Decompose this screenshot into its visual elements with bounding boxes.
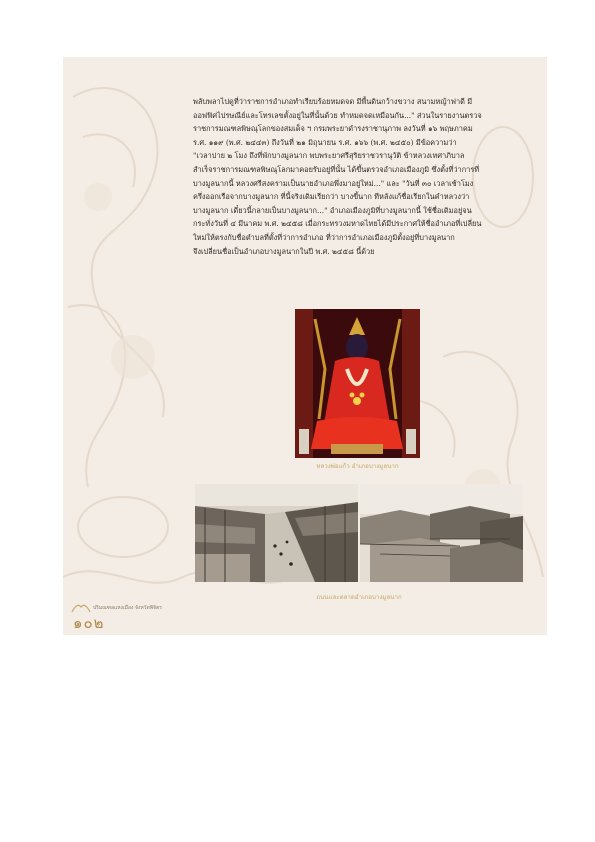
buddha-statue-photo bbox=[295, 309, 420, 458]
scanned-book-page bbox=[63, 57, 547, 635]
page-number: ๑๐๒ bbox=[73, 614, 105, 632]
body-line: จึงเปลี่ยนชื่อเป็นอำเภอบางมูลนากในปี พ.ศ. ๒๔๕๘ นี้ด้วย bbox=[193, 246, 375, 256]
body-line: ราชการมณฑลพิษณุโลกของสมเด็จ ฯ กรมพระยาดำรงราชานุภาพ ลงวันที่ ๑๖ พฤษภาคม bbox=[193, 124, 473, 134]
market-street-photo bbox=[195, 484, 358, 582]
body-line: "เวลาบ่าย ๒ โมง ถึงที่พักบางมูลนาก พบพระยาศรีสุริยราชวรานุวัติ ข้าหลวงเทศาภิบาล bbox=[193, 151, 465, 161]
body-line: ออฟฟิศไปรษณีย์และโทรเลขตั้งอยู่ในที่นั้นด้วย ทำหมดจดเหมือนกัน..." ส่วนในรายงานตรวจ bbox=[193, 110, 482, 120]
footer-book-title: ปริมณฑลแหงเมือง จังหวัดพิจิตร bbox=[93, 605, 162, 611]
body-line: พลับพลาไปดูที่ว่าราชการอำเภอทำเรียบร้อยหมดจด มีพื้นดินกว้างขวาง สนามหญ้าฟาดี มี bbox=[193, 97, 473, 106]
body-line: ครึ่งออกเรือจากบางมูลนาก ที่นี้จริงเดิมเรียกว่า บางขี้นาก ทีหลังแก้ชื่อเรียกในคำหลวงว่า bbox=[193, 192, 470, 202]
body-line: บางมูลนากนี้ หลวงศรีสงครามเป็นนายอำเภอพึ่งมาอยู่ใหม่..." และ "วันที่ ๓๐ เวลาเช้าโมง bbox=[193, 178, 474, 188]
body-paragraph bbox=[193, 95, 538, 258]
body-line: ร.ศ. ๑๑๙ (พ.ศ. ๒๔๔๓) ถึงวันที่ ๒๑ มิถุนายน ร.ศ. ๑๖๖ (พ.ศ. ๒๔๕๐) มีข้อความว่า bbox=[193, 137, 457, 147]
market-photo-caption: ถนนและตลาดอำเภอบางมูลนาก bbox=[316, 594, 402, 601]
body-line: บางมูลนาก เดี๋ยวนี้กลายเป็นบางมูลนาก..." อำเภอเมืองภูมิที่บางมูลนากนี้ ใช้ชื่อเดิมอยู่จน bbox=[193, 205, 472, 215]
body-line: กระทั่งวันที่ ๔ มีนาคม พ.ศ. ๒๔๕๘ เมื่อกระทรวงมหาดไทยได้มีประกาศให้ชื่ออำเภอที่เปลี่ยน bbox=[193, 219, 482, 229]
body-line: ใหม่ให้ตรงกับชื่อตำบลที่ตั้งที่ว่าการอำเภอ ที่ว่าการอำเภอเมืองภูมิตั้งอยู่ที่บางมูลนาก bbox=[193, 232, 455, 242]
town-rooftops-photo bbox=[360, 484, 523, 582]
body-line: สำเร็จราชการมณฑลพิษณุโลกมาคอยรับอยู่ที่นั้น ได้ขึ้นตรวจอำเภอเมืองภูมิ ซึ่งตั้งที่ว่าการที่ bbox=[193, 164, 480, 174]
buddha-photo-caption: หลวงพ่อแก้ว อำเภอบางมูลนาก bbox=[316, 463, 399, 470]
